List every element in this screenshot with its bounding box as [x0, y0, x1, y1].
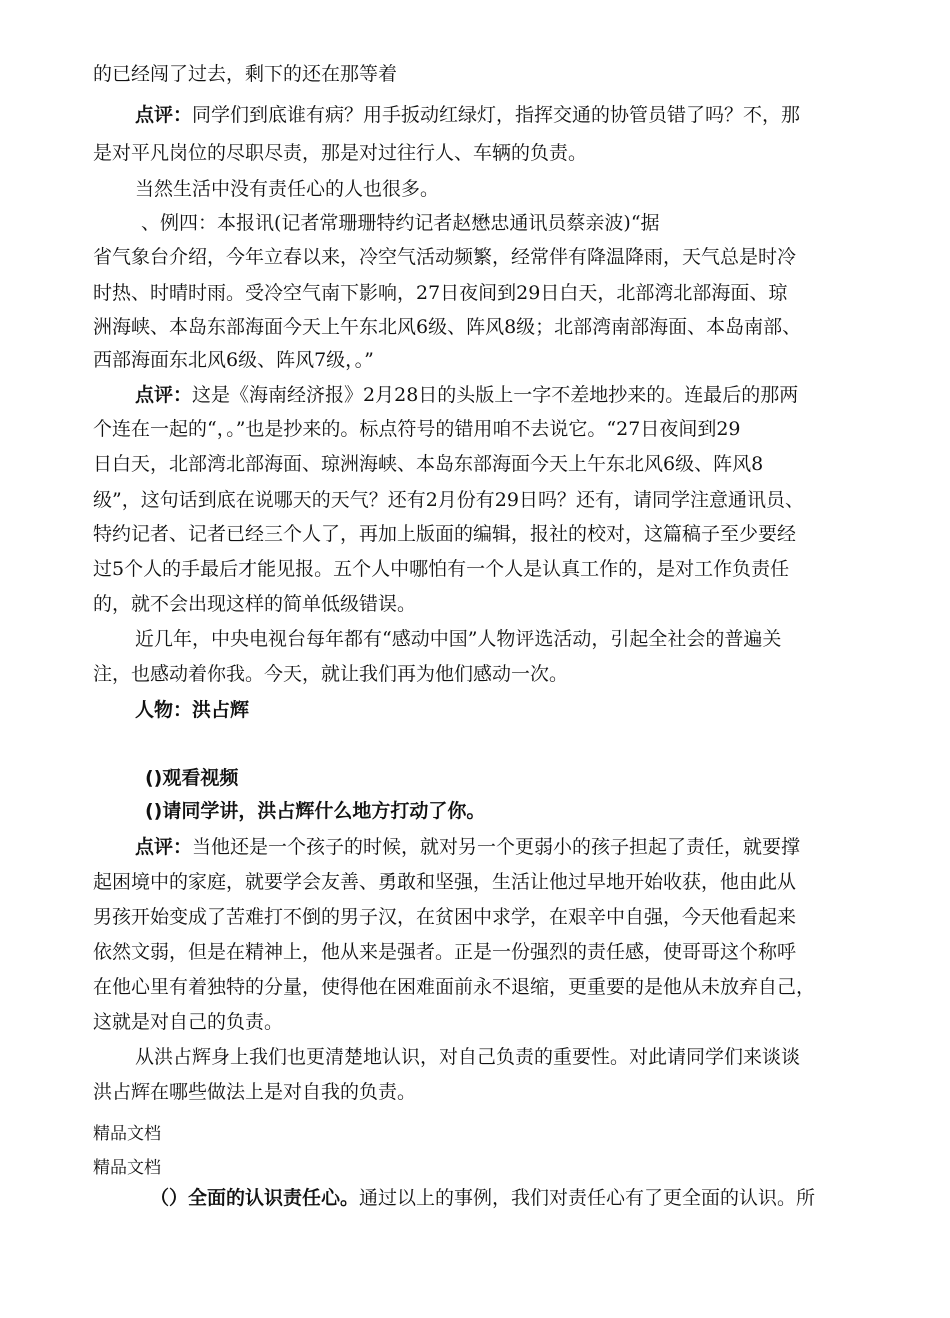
text-line: 时热、时晴时雨。受冷空气南下影响，27日夜间到29日白天，北部湾北部海面、琼: [93, 282, 788, 304]
text-line: 日白天，北部湾北部海面、琼洲海峡、本岛东部海面今天上午东北风6级、阵风8: [93, 453, 764, 475]
text-line: 个连在一起的“，。”也是抄来的。标点符号的错用咱不去说它。“27日夜间到29: [93, 418, 741, 440]
text-line: 洪占辉在哪些做法上是对自我的负责。: [93, 1081, 417, 1103]
text-line: 注，也感动着你我。今天，就让我们再为他们感动一次。: [93, 663, 569, 685]
task-item: ()请同学讲，洪占辉什么地方打动了你。: [145, 800, 486, 822]
comment-paragraph: [135, 381, 798, 409]
text-line: 当他还是一个孩子的时候，就对另一个更弱小的孩子担起了责任，就要撑: [192, 836, 801, 858]
comment-label: 点评：: [135, 104, 193, 126]
text-line: 的已经闯了过去，剩下的还在那等着: [93, 63, 398, 85]
text-line: 在他心里有着独特的分量，使得他在困难面前永不退缩，更重要的是他从未放弃自己，: [93, 976, 816, 998]
text-line: 的，就不会出现这样的简单低级错误。: [93, 593, 417, 615]
text-line: 洲海峡、本岛东部海面今天上午东北风6级、阵风8级；北部湾南部海面、本岛南部、: [93, 316, 802, 338]
comment-paragraph: [135, 101, 800, 129]
text-line: 这是《海南经济报》2月28日的头版上一字不差地抄来的。连最后的那两: [192, 384, 799, 406]
section-heading: （）全面的认识责任心。: [150, 1187, 360, 1209]
text-line: 起困境中的家庭，就要学会友善、勇敢和坚强，生活让他过早地开始收获，他由此从: [93, 871, 797, 893]
text-line: 当然生活中没有责任心的人也很多。: [135, 178, 440, 200]
watermark-text: 精品文档: [93, 1158, 161, 1178]
text-line: 过5个人的手最后才能见报。五个人中哪怕有一个人是认真工作的，是对工作负责任: [93, 558, 790, 580]
text-line: 省气象台介绍，今年立春以来，冷空气活动频繁，经常伴有降温降雨，天气总是时冷: [93, 246, 797, 268]
text-line: 近几年，中央电视台每年都有“感动中国”人物评选活动，引起全社会的普遍关: [135, 628, 782, 650]
text-line: 通过以上的事例，我们对责任心有了更全面的认识。所: [359, 1187, 816, 1209]
text-line: 男孩开始变成了苦难打不倒的男子汉，在贫困中求学，在艰辛中自强，今天他看起来: [93, 906, 797, 928]
watermark-text: 精品文档: [93, 1124, 161, 1144]
comment-label: 点评：: [135, 384, 193, 406]
comment-paragraph: [135, 833, 800, 861]
text-line: 依然文弱，但是在精神上，他从来是强者。正是一份强烈的责任感，使哥哥这个称呼: [93, 941, 797, 963]
text-line: 是对平凡岗位的尽职尽责，那是对过往行人、车辆的负责。: [93, 142, 588, 164]
text-line: 从洪占辉身上我们也更清楚地认识，对自己负责的重要性。对此请同学们来谈谈: [135, 1046, 801, 1068]
text-line: 同学们到底谁有病？用手扳动红绿灯，指挥交通的协管员错了吗？不，那: [192, 104, 801, 126]
comment-label: 点评：: [135, 836, 193, 858]
section-paragraph: [150, 1184, 815, 1212]
example-heading: 、例四：本报讯(记者常珊珊特约记者赵懋忠通讯员蔡亲波)“据: [141, 212, 660, 234]
text-line: 这就是对自己的负责。: [93, 1011, 284, 1033]
text-line: 级”，这句话到底在说哪天的天气？还有2月份有29日吗？还有，请同学注意通讯员、: [93, 489, 804, 511]
person-heading: 人物：洪占辉: [135, 699, 250, 721]
task-item: ()观看视频: [145, 767, 239, 789]
text-line: 西部海面东北风6级、阵风7级，。”: [93, 349, 374, 371]
text-line: 特约记者、记者已经三个人了，再加上版面的编辑，报社的校对，这篇稿子至少要经: [93, 523, 797, 545]
